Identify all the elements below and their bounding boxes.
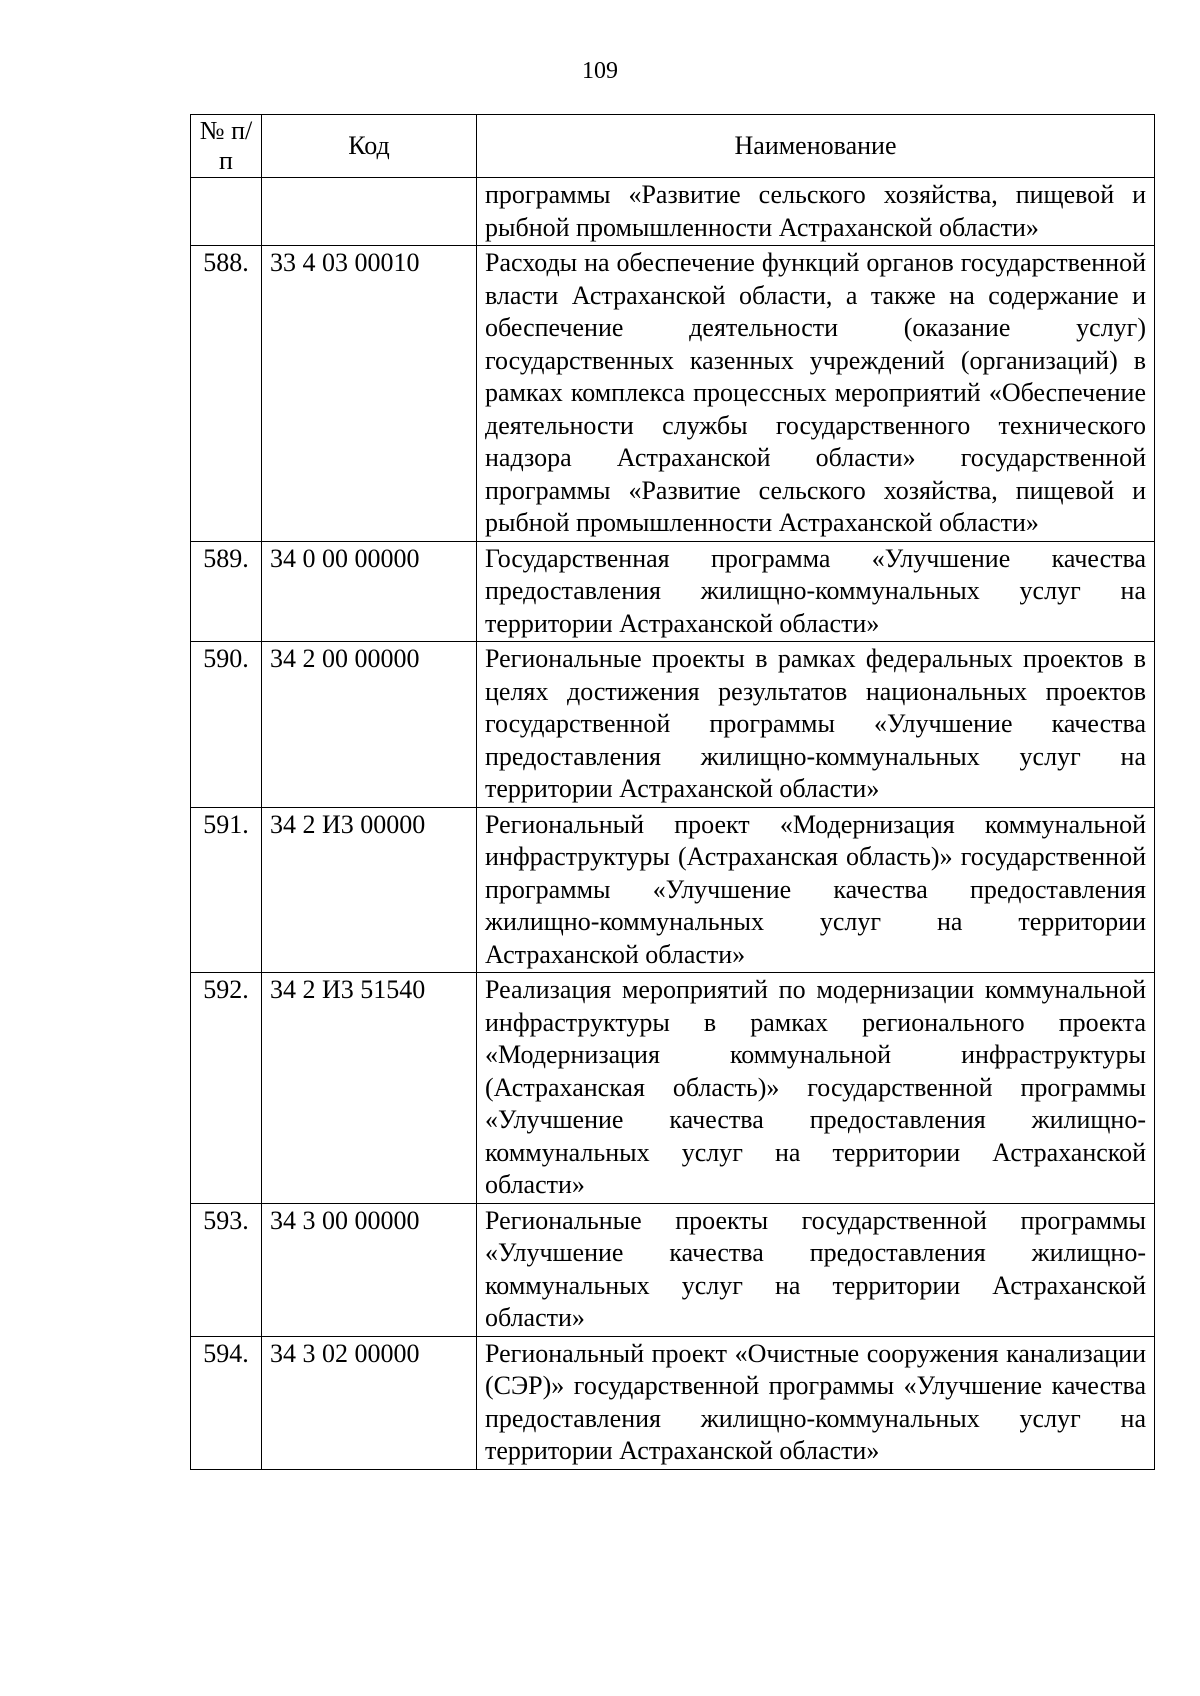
table-header-row	[191, 115, 1155, 178]
header-code: Код	[262, 115, 477, 178]
row-code: 33 4 03 00010	[262, 246, 477, 542]
table-row	[191, 973, 1155, 1204]
row-name: Расходы на обеспечение функций органов государственной власти Астраханской области, а также на содержание и обеспечение деятельности (оказание услуг) государственных казенных учреждений (организаций) в рамках комплекса процессных мероприятий «Обеспечение деятельности службы государственного технического надзора Астраханской области» государственной программы «Развитие сельского хозяйства, пищевой и рыбной промышленности Астраханской области»	[477, 246, 1155, 542]
table-row	[191, 541, 1155, 642]
row-code	[262, 178, 477, 246]
row-num: 589.	[191, 541, 262, 642]
row-name: Государственная программа «Улучшение качества предоставления жилищно-коммунальных услуг на территории Астраханской области»	[477, 541, 1155, 642]
header-name: Наименование	[477, 115, 1155, 178]
row-code: 34 3 02 00000	[262, 1336, 477, 1469]
table-row	[191, 1203, 1155, 1336]
row-num: 591.	[191, 807, 262, 973]
row-name: Региональные проекты государственной программы «Улучшение качества предоставления жилищно-коммунальных услуг на территории Астраханской области»	[477, 1203, 1155, 1336]
table-row	[191, 1336, 1155, 1469]
page-number: 109	[582, 58, 618, 84]
row-name: Реализация мероприятий по модернизации коммунальной инфраструктуры в рамках регионального проекта «Модернизация коммунальной инфраструктуры (Астраханская область)» государственной программы «Улучшение качества предоставления жилищно-коммунальных услуг на территории Астраханской области»	[477, 973, 1155, 1204]
row-code: 34 2 И3 00000	[262, 807, 477, 973]
row-name: Региональный проект «Очистные сооружения канализации (СЭР)» государственной программы «Улучшение качества предоставления жилищно-коммунальных услуг на территории Астраханской области»	[477, 1336, 1155, 1469]
table-row	[191, 807, 1155, 973]
table-row	[191, 178, 1155, 246]
row-name: программы «Развитие сельского хозяйства, пищевой и рыбной промышленности Астраханской области»	[477, 178, 1155, 246]
header-num: № п/п	[191, 115, 262, 178]
row-name: Региональный проект «Модернизация коммунальной инфраструктуры (Астраханская область)» государственной программы «Улучшение качества предоставления жилищно-коммунальных услуг на территории Астраханской области»	[477, 807, 1155, 973]
row-code: 34 2 И3 51540	[262, 973, 477, 1204]
row-num: 592.	[191, 973, 262, 1204]
table-row	[191, 642, 1155, 808]
row-code: 34 0 00 00000	[262, 541, 477, 642]
row-code: 34 3 00 00000	[262, 1203, 477, 1336]
row-num: 588.	[191, 246, 262, 542]
table-row	[191, 246, 1155, 542]
row-code: 34 2 00 00000	[262, 642, 477, 808]
row-num: 590.	[191, 642, 262, 808]
row-num: 594.	[191, 1336, 262, 1469]
budget-codes-table	[190, 114, 1155, 1470]
row-num	[191, 178, 262, 246]
row-num: 593.	[191, 1203, 262, 1336]
row-name: Региональные проекты в рамках федеральных проектов в целях достижения результатов национальных проектов государственной программы «Улучшение качества предоставления жилищно-коммунальных услуг на территории Астраханской области»	[477, 642, 1155, 808]
